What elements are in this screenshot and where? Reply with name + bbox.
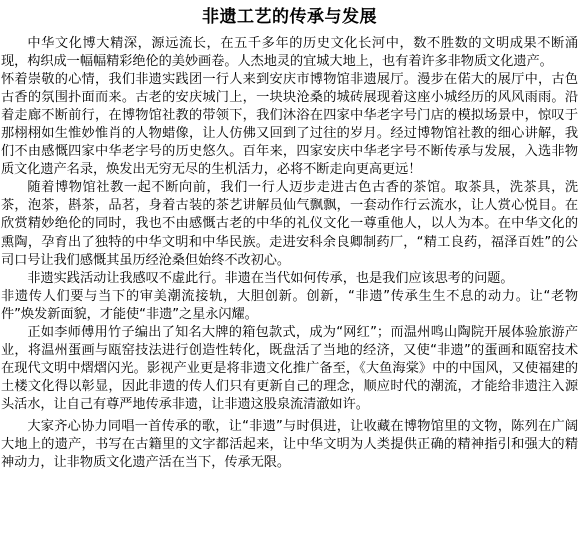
paragraph: 中华文化博大精深，源远流长，在五千多年的历史文化长河中，数不胜数的文明成果不断涌现，构织成一幅幅精彩绝伦的美妙画卷。人杰地灵的宜城大地上，也有着许多非物质文化遗产。 [1, 36, 578, 70]
paragraph: 非遗传人们要与当下的审美潮流接轨，大胆创新。创新，“非遗”传承生生不息的动力。让“老物件”焕发新面貌，才能使“非遗”之星永闪耀。 [1, 288, 578, 322]
paragraph: 非遗实践活动让我感叹不虚此行。非遗在当代如何传承，也是我们应该思考的问题。 [27, 270, 514, 286]
paragraph: 正如李师傅用竹子编出了知名大牌的箱包款式，成为“网红”；而温州鸣山陶院开展体验旅游产业，将温州蛋画与瓯窑技法进行创造性转化，既盘活了当地的经济，又使“非遗”的蛋画和瓯窑技术在现代文明中熠熠闪光。影视产业更是将非遗文化推广备至，《大鱼海棠》中的中国风，又使福建的土楼文化得以彰显，因此非遗的传人们只有更新自己的理念，顺应时代的潮流，才能给非遗注入源头活水，让自己有尊严地传承非遗，让非遗这股泉流清澈如许。 [1, 324, 578, 412]
document-title: 非遗工艺的传承与发展 [202, 7, 377, 27]
document-page [1, 0, 578, 554]
paragraph: 随着博物馆社教一起不断向前，我们一行人迈步走进古色古香的茶馆。取茶具，洗茶具，洗茶，泡茶，斟茶，品茗，身着古装的茶艺讲解员仙气飘飘，一套动作行云流水，让人赏心悦目。在欣赏精妙绝伦的同时，我也不由感慨古老的中华的礼仪文化一尊重他人，以人为本。在中华文化的熏陶，孕育出了独特的中华文明和中华民族。走进安科余良卿制药厂，“精工良药，福泽百姓”的公司口号让我们感慨其虽历经沧桑但始终不改初心。 [1, 180, 578, 268]
document-body [1, 35, 578, 472]
paragraph: 怀着崇敬的心情，我们非遗实践团一行人来到安庆市博物馆非遗展厅。漫步在偌大的展厅中，古色古香的氛围扑面而来。古老的安庆城门上，一块块沧桑的城砖展现着这座小城经历的风风雨雨。沿着走廊不断前行，在博物馆社教的带领下，我们沐浴在四家中华老字号门店的模拟场景中，惊叹于那栩栩如生惟妙惟肖的人物蜡像，让人仿佛又回到了过往的岁月。经过博物馆社教的细心讲解，我们不由感慨四家中华老字号的历史悠久。百年来，四家安庆中华老字号不断传承与发展，入选非物质文化遗产名录，焕发出无穷无尽的生机活力，必将不断走向更高更远！ [1, 72, 578, 178]
paragraph: 大家齐心协力同唱一首传承的歌，让“非遗”与时俱进，让收藏在博物馆里的文物，陈列在广阔大地上的遗产，书写在古籍里的文字都活起来，让中华文明为人类提供正确的精神指引和强大的精神动力，让非物质文化遗产活在当下，传承无限。 [1, 418, 578, 471]
